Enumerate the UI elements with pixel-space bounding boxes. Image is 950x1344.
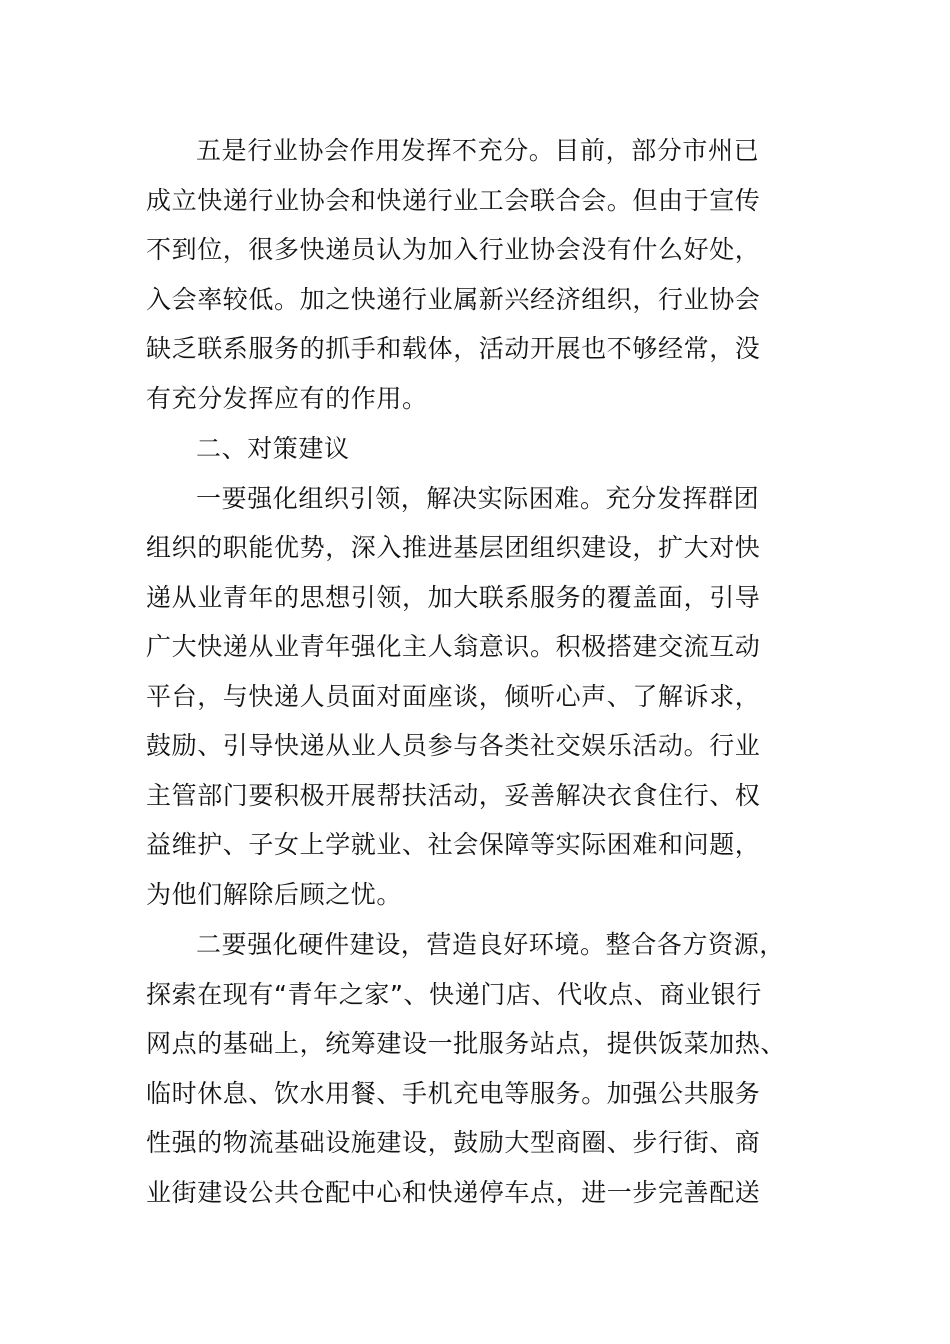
paragraph-line xyxy=(0,126,950,176)
paragraph-line xyxy=(0,721,950,771)
text-line: 性强的物流基础设施建设，鼓励大型商圈、步行街、商 xyxy=(146,1128,761,1157)
text-line: 广大快递从业青年强化主人翁意识。积极搭建交流互动 xyxy=(146,632,761,661)
paragraph-line xyxy=(0,622,950,672)
paragraph-line xyxy=(0,275,950,325)
paragraph-line xyxy=(0,672,950,722)
text-line: 一要强化组织引领，解决实际困难。充分发挥群团 xyxy=(196,484,760,513)
paragraph-line xyxy=(0,870,950,920)
paragraph-line xyxy=(0,324,950,374)
text-line: 鼓励、引导快递从业人员参与各类社交娱乐活动。行业 xyxy=(146,731,761,760)
text-line: 有充分发挥应有的作用。 xyxy=(146,384,428,413)
section-heading xyxy=(0,424,950,474)
text-line: 为他们解除后顾之忧。 xyxy=(146,880,403,909)
paragraph-line xyxy=(0,1168,950,1218)
paragraph-line xyxy=(0,176,950,226)
paragraph-line xyxy=(0,820,950,870)
paragraph-line xyxy=(0,920,950,970)
paragraph-line xyxy=(0,374,950,424)
text-line: 网点的基础上，统筹建设一批服务站点，提供饭菜加热、 xyxy=(146,1029,787,1058)
paragraph-line xyxy=(0,1069,950,1119)
text-line: 五是行业协会作用发挥不充分。目前，部分市州已 xyxy=(196,136,760,165)
text-line: 缺乏联系服务的抓手和载体，活动开展也不够经常，没 xyxy=(146,334,761,363)
text-line: 成立快递行业协会和快递行业工会联合会。但由于宣传 xyxy=(146,186,761,215)
paragraph-line xyxy=(0,523,950,573)
paragraph-line xyxy=(0,1118,950,1168)
paragraph-line xyxy=(0,573,950,623)
paragraph-line xyxy=(0,225,950,275)
text-line: 临时休息、饮水用餐、手机充电等服务。加强公共服务 xyxy=(146,1079,761,1108)
paragraph-line xyxy=(0,771,950,821)
text-line: 入会率较低。加之快递行业属新兴经济组织，行业协会 xyxy=(146,285,761,314)
paragraph-line xyxy=(0,970,950,1020)
text-line: 业街建设公共仓配中心和快递停车点，进一步完善配送 xyxy=(146,1178,761,1207)
text-line: 二要强化硬件建设，营造良好环境。整合各方资源， xyxy=(196,930,785,959)
text-line: 主管部门要积极开展帮扶活动，妥善解决衣食住行、权 xyxy=(146,781,761,810)
heading-text: 二、对策建议 xyxy=(196,434,350,463)
text-line: 组织的职能优势，深入推进基层团组织建设，扩大对快 xyxy=(146,533,761,562)
text-line: 平台，与快递人员面对面座谈，倾听心声、了解诉求， xyxy=(146,682,761,711)
paragraph-line xyxy=(0,1019,950,1069)
text-line: 探索在现有“青年之家”、快递门店、代收点、商业银行 xyxy=(146,980,762,1009)
text-line: 益维护、子女上学就业、社会保障等实际困难和问题， xyxy=(146,830,761,859)
text-line: 递从业青年的思想引领，加大联系服务的覆盖面，引导 xyxy=(146,583,761,612)
text-line: 不到位，很多快递员认为加入行业协会没有什么好处， xyxy=(146,235,761,264)
paragraph-line xyxy=(0,474,950,524)
